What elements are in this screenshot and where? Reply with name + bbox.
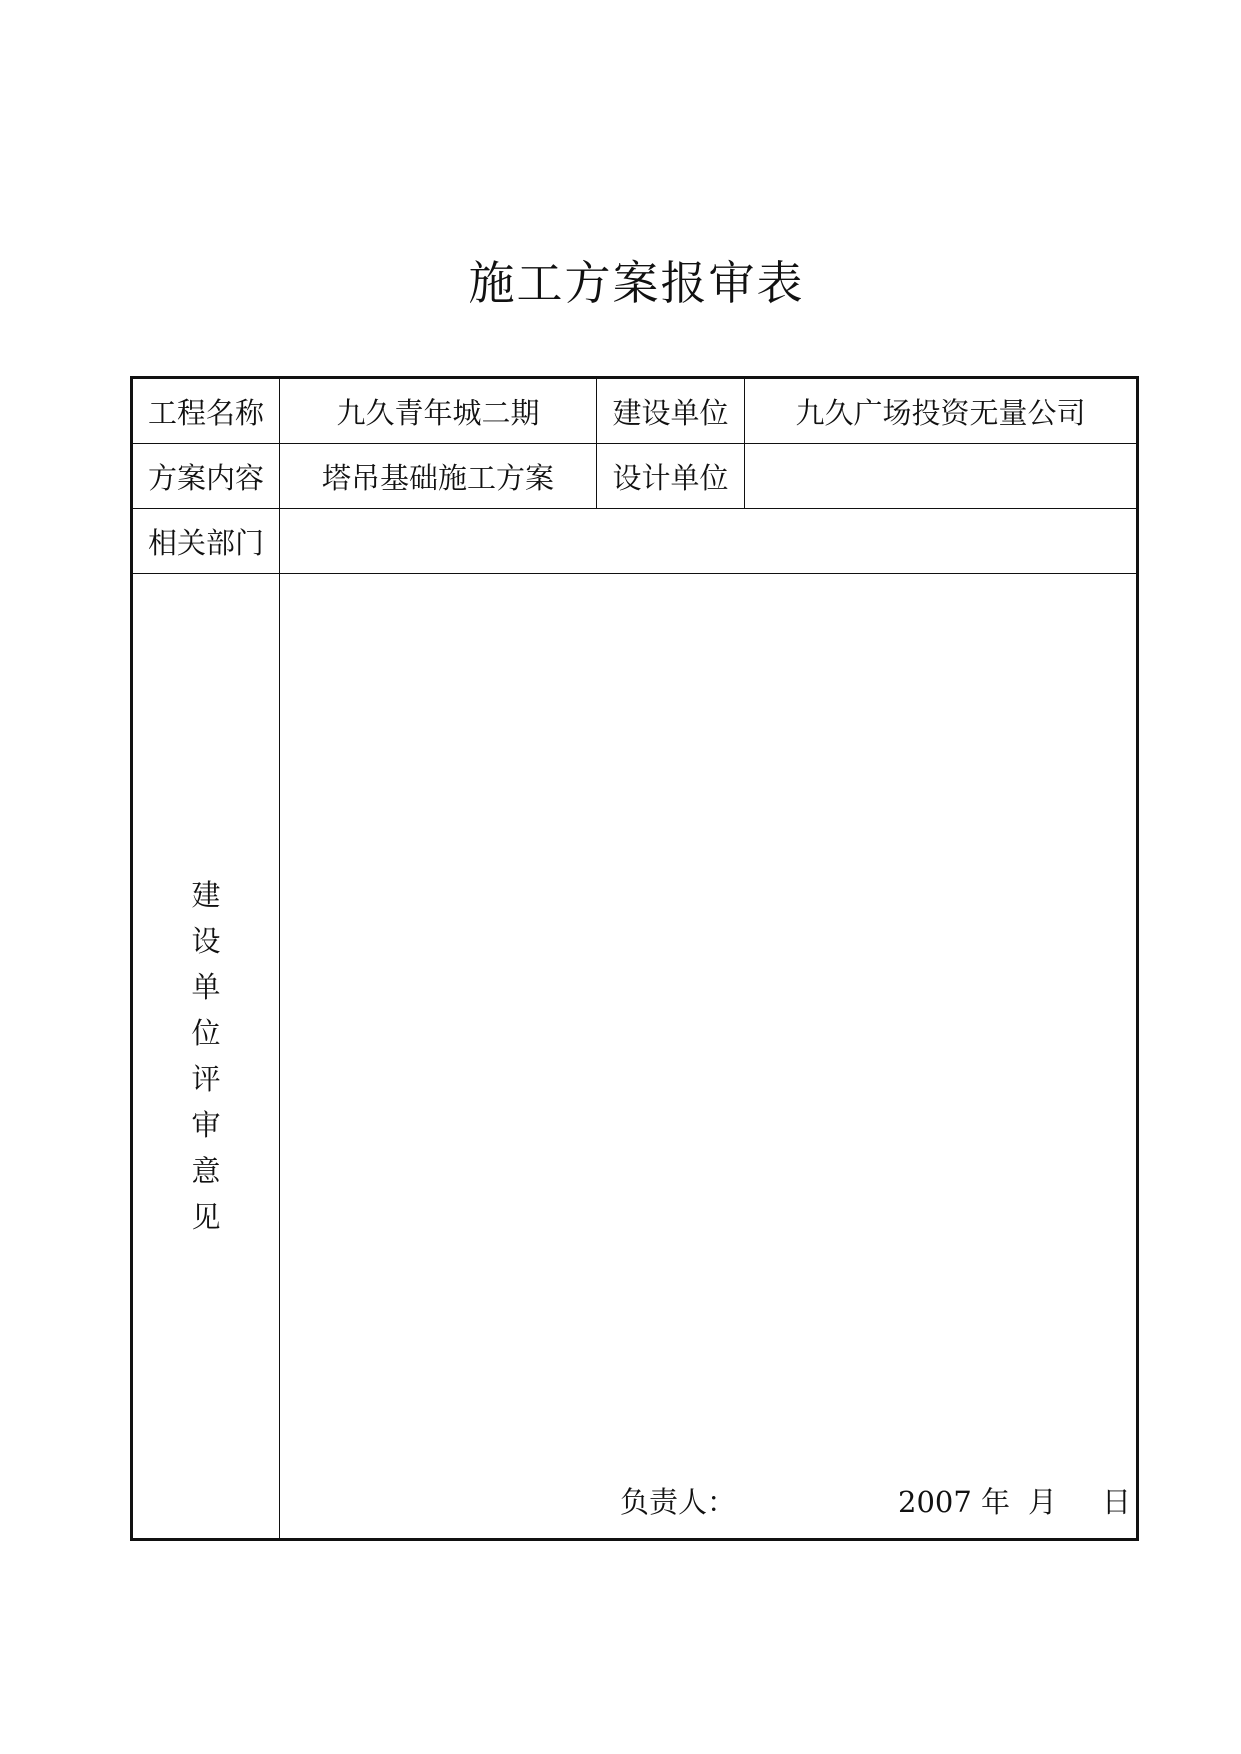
review-opinion-area[interactable] <box>280 574 1138 1540</box>
review-row <box>132 574 1138 1540</box>
approval-form-table <box>130 376 1139 1541</box>
signoff-line <box>280 1480 1136 1520</box>
form-title: 施工方案报审表 <box>468 256 805 310</box>
review-label-char: 意 <box>191 1154 221 1188</box>
signer-label: 负责人： <box>620 1485 737 1519</box>
plan-content-row <box>132 444 1138 509</box>
review-opinion-label <box>132 574 280 1540</box>
related-dept-label: 相关部门 <box>132 509 280 574</box>
review-label-char: 设 <box>191 924 221 958</box>
designer-value[interactable] <box>745 444 1138 509</box>
project-name-row <box>132 378 1138 444</box>
builder-value[interactable]: 九久广场投资无量公司 <box>745 378 1138 444</box>
date-month: 月 <box>1028 1485 1058 1519</box>
related-dept-row <box>132 509 1138 574</box>
project-name-label: 工程名称 <box>132 378 280 444</box>
plan-content-value[interactable]: 塔吊基础施工方案 <box>280 444 597 509</box>
review-label-char: 建 <box>191 878 221 912</box>
plan-content-label: 方案内容 <box>132 444 280 509</box>
date-day: 日 <box>1102 1485 1132 1519</box>
designer-label: 设计单位 <box>597 444 745 509</box>
related-dept-value[interactable] <box>280 509 1138 574</box>
builder-label: 建设单位 <box>597 378 745 444</box>
review-opinion-vertical-text <box>191 872 220 1240</box>
review-label-char: 见 <box>191 1200 221 1234</box>
review-label-char: 位 <box>191 1016 221 1050</box>
review-label-char: 单 <box>191 970 221 1004</box>
project-name-value[interactable]: 九久青年城二期 <box>280 378 597 444</box>
review-label-char: 评 <box>191 1062 221 1096</box>
review-label-char: 审 <box>191 1108 221 1142</box>
date-year: 2007 年 <box>898 1485 1011 1519</box>
